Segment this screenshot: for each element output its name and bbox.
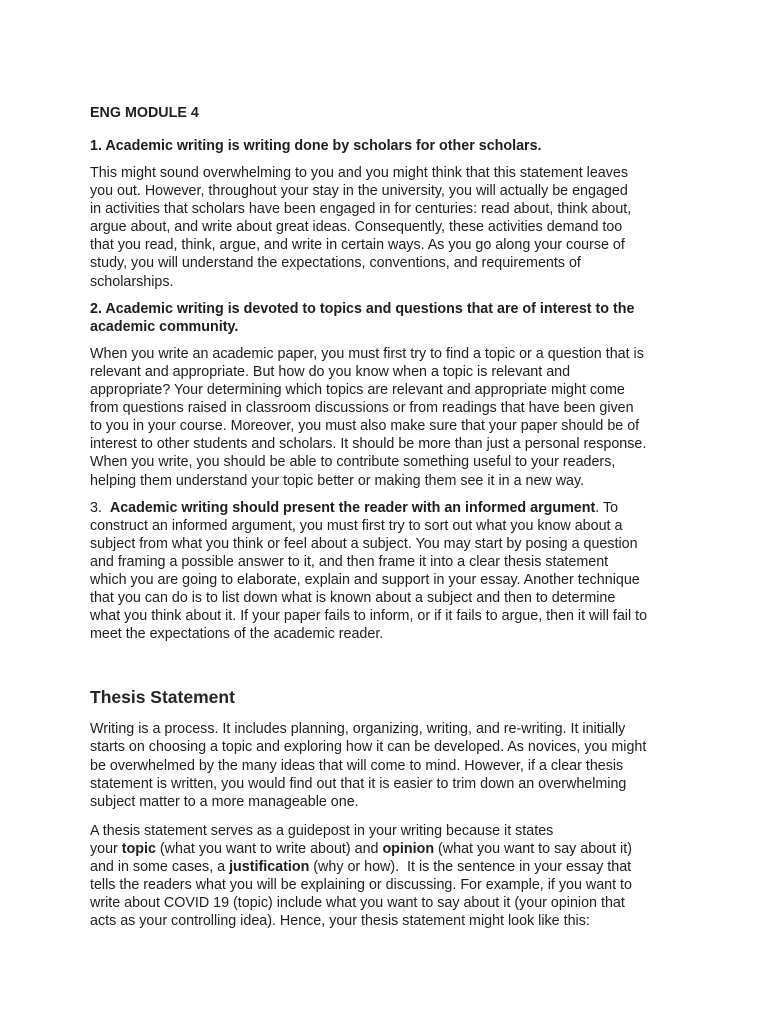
- paragraph-line: scholarships.: [90, 273, 174, 290]
- paragraph-line: [90, 858, 690, 876]
- paragraph-line: be overwhelmed by the many ideas that will come to mind. However, if a clear thesis: [90, 757, 624, 774]
- paragraph-line: interest to other students and scholars. It should be more than just a personal response.: [90, 436, 647, 453]
- text-run: (what you want to write about) and: [155, 840, 383, 857]
- paragraph-line: what you think about it. If your paper fails to inform, or if it fails to argue, then it will fail to: [90, 608, 648, 625]
- paragraph-line: in activities that scholars have been engaged in for centuries: read about, think about,: [90, 201, 632, 218]
- paragraph-line: acts as your controlling idea). Hence, your thesis statement might look like this:: [90, 913, 590, 930]
- point-3-first-line-rest: . To: [595, 499, 619, 516]
- paragraph-line: subject from what you think or feel about a subject. You may start by posing a question: [90, 535, 638, 552]
- text-run: your: [90, 840, 122, 857]
- paragraph-line: When you write, you should be able to contribute something useful to your readers,: [90, 454, 616, 471]
- heading-line: 2. Academic writing is devoted to topics and questions that are of interest to the: [90, 300, 635, 317]
- paragraph-line: subject matter to a more manageable one.: [90, 793, 359, 810]
- paragraph-line: [90, 840, 690, 858]
- point-2-heading: [90, 300, 690, 336]
- opinion-term: opinion: [382, 840, 435, 857]
- point-1-heading: 1. Academic writing is writing done by scholars for other scholars.: [90, 138, 542, 154]
- paragraph-line: which you are going to elaborate, explain and support in your essay. Another technique: [90, 571, 640, 588]
- text-run: (why or how). It is the sentence in your essay that: [309, 859, 632, 875]
- thesis-statement-heading: Thesis Statement: [90, 687, 235, 708]
- paragraph-line: statement is written, you would find out that it is easier to trim down an overwhelming: [90, 775, 627, 792]
- paragraph-line: from questions raised in classroom discussions or from readings that have been given: [90, 400, 634, 417]
- paragraph-line: argue about, and write about great ideas. Consequently, these activities demand too: [90, 219, 623, 236]
- paragraph-line: construct an informed argument, you must first try to sort out what you know about a: [90, 517, 623, 534]
- point-1-paragraph: [90, 164, 690, 291]
- paragraph-line: write about COVID 19 (topic) include what you want to say about it (your opinion that: [90, 895, 625, 912]
- heading-line: academic community.: [90, 318, 239, 335]
- paragraph-line: to you in your course. Moreover, you must also make sure that your paper should be of: [90, 418, 640, 435]
- paragraph-line: When you write an academic paper, you must first try to find a topic or a question that is: [90, 345, 644, 362]
- thesis-paragraph-1: [90, 720, 690, 810]
- point-2-paragraph: [90, 345, 690, 490]
- paragraph-line: and framing a possible answer to it, and then frame it into a clear thesis statement: [90, 553, 609, 570]
- module-title: ENG MODULE 4: [90, 105, 199, 121]
- paragraph-line: appropriate? Your determining which topics are relevant and appropriate might come: [90, 382, 625, 399]
- document-page: [90, 104, 690, 930]
- paragraph-line: relevant and appropriate. But how do you know when a topic is relevant and: [90, 363, 571, 380]
- paragraph-line: tells the readers what you will be explaining or discussing. For example, if you want to: [90, 877, 632, 894]
- paragraph-line: A thesis statement serves as a guidepost in your writing because it states: [90, 822, 554, 839]
- paragraph-line: meet the expectations of the academic reader.: [90, 626, 384, 643]
- text-run: and in some cases, a: [90, 859, 230, 875]
- point-3-first-line: [90, 499, 690, 517]
- text-run: (what you want to say about it): [434, 840, 632, 857]
- point-3-number: 3.: [90, 499, 110, 516]
- topic-term: topic: [121, 840, 156, 857]
- paragraph-line: you out. However, throughout your stay in the university, you will actually be engaged: [90, 183, 628, 200]
- point-3-paragraph: [90, 499, 690, 644]
- thesis-paragraph-2: [90, 822, 690, 931]
- paragraph-line: that you read, think, argue, and write in certain ways. As you go along your course of: [90, 237, 625, 254]
- point-3-bold-lead: Academic writing should present the reader with an informed argument: [109, 499, 596, 516]
- paragraph-line: This might sound overwhelming to you and you might think that this statement leaves: [90, 165, 629, 181]
- paragraph-line: starts on choosing a topic and exploring how it can be developed. As novices, you might: [90, 739, 647, 756]
- paragraph-line: Writing is a process. It includes planning, organizing, writing, and re-writing. It initially: [90, 721, 626, 738]
- justification-term: justification: [229, 859, 310, 875]
- paragraph-line: study, you will understand the expectations, conventions, and requirements of: [90, 255, 581, 272]
- paragraph-line: that you can do is to list down what is known about a subject and then to determine: [90, 590, 616, 607]
- paragraph-line: helping them understand your topic better or making them see it in a new way.: [90, 472, 585, 489]
